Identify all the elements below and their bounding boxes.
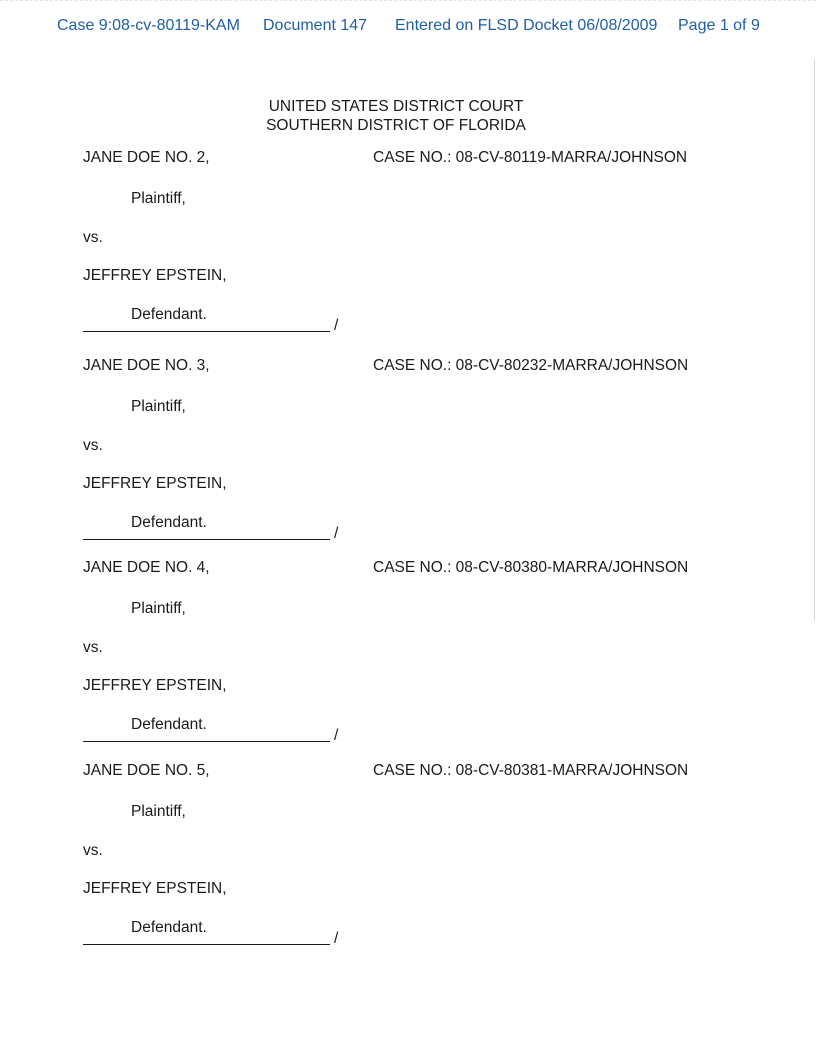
versus-label: vs. [83,229,103,246]
caption-divider-line [83,539,330,540]
case-caption-4 [83,762,723,962]
header-case-number: Case 9:08-cv-80119-KAM [57,17,240,34]
caption-divider-line [83,944,330,945]
case-number: CASE NO.: 08-CV-80380-MARRA/JOHNSON [373,559,689,576]
versus-label: vs. [83,639,103,656]
defendant-name: JEFFREY EPSTEIN, [83,267,227,284]
header-document-number: Document 147 [263,17,368,34]
caption-divider-slash: / [334,727,339,744]
case-caption-1 [83,149,723,349]
scan-edge-top [0,0,816,4]
defendant-label: Defendant. [131,919,207,936]
caption-divider-slash: / [334,525,339,542]
plaintiff-name: JANE DOE NO. 5, [83,762,210,779]
case-number: CASE NO.: 08-CV-80381-MARRA/JOHNSON [373,762,689,779]
header-page-number: Page 1 of 9 [678,17,760,34]
defendant-name: JEFFREY EPSTEIN, [83,475,227,492]
scan-edge-right [814,60,815,620]
case-number: CASE NO.: 08-CV-80119-MARRA/JOHNSON [373,149,688,166]
defendant-label: Defendant. [131,306,207,323]
plaintiff-label: Plaintiff, [131,600,186,617]
versus-label: vs. [83,842,103,859]
caption-divider-line [83,741,330,742]
court-district-line: SOUTHERN DISTRICT OF FLORIDA [266,117,526,134]
defendant-label: Defendant. [131,716,207,733]
case-caption-2 [83,357,723,557]
case-caption-3 [83,559,723,759]
defendant-name: JEFFREY EPSTEIN, [83,677,227,694]
plaintiff-name: JANE DOE NO. 4, [83,559,210,576]
defendant-label: Defendant. [131,514,207,531]
plaintiff-name: JANE DOE NO. 2, [83,149,210,166]
header-entered-date: Entered on FLSD Docket 06/08/2009 [395,17,658,34]
caption-divider-line [83,331,330,332]
plaintiff-label: Plaintiff, [131,190,186,207]
plaintiff-label: Plaintiff, [131,398,186,415]
court-title [0,97,816,135]
defendant-name: JEFFREY EPSTEIN, [83,880,227,897]
versus-label: vs. [83,437,103,454]
court-name-line: UNITED STATES DISTRICT COURT [268,98,524,115]
case-number: CASE NO.: 08-CV-80232-MARRA/JOHNSON [373,357,689,374]
caption-divider-slash: / [334,317,339,334]
caption-divider-slash: / [334,930,339,947]
plaintiff-label: Plaintiff, [131,803,186,820]
plaintiff-name: JANE DOE NO. 3, [83,357,210,374]
